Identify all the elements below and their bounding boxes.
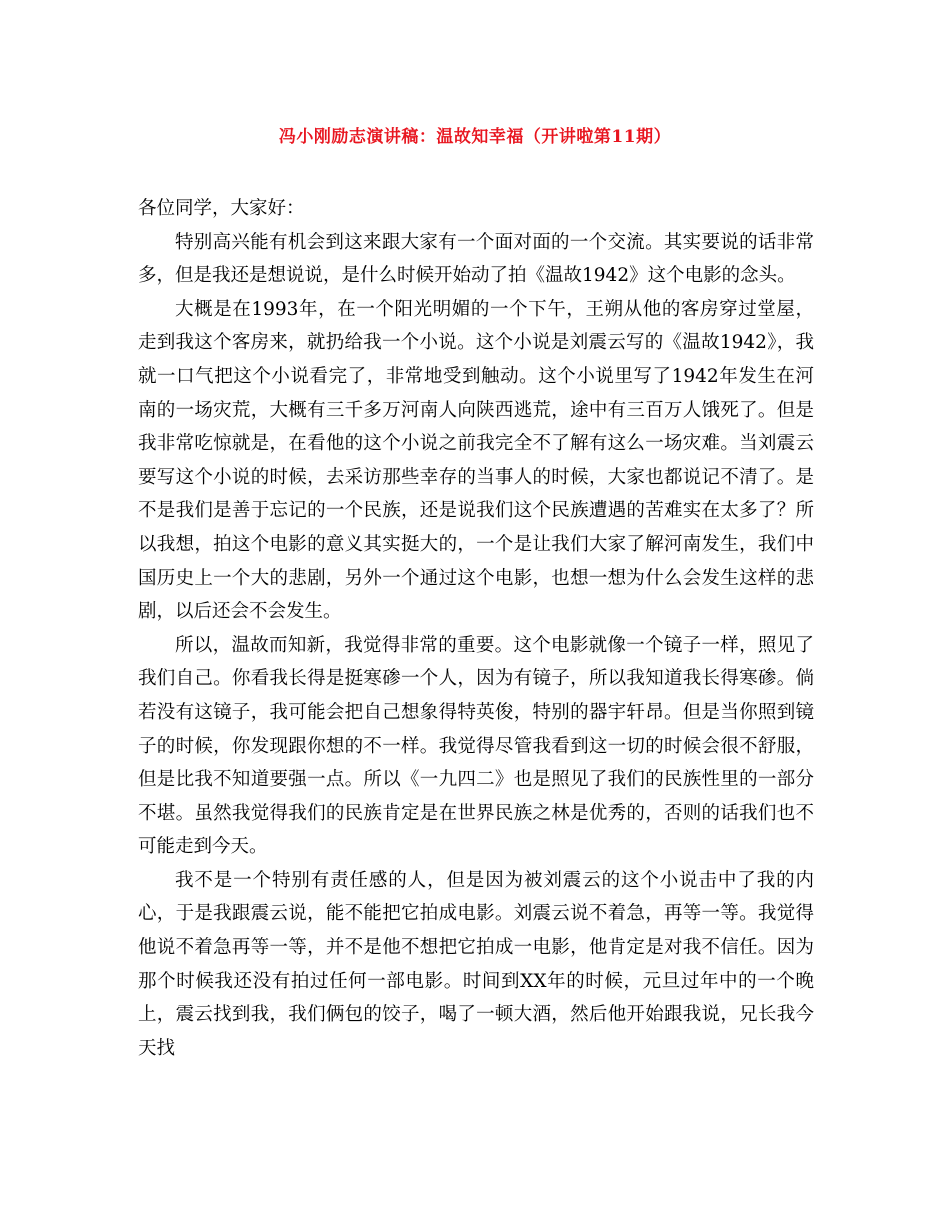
paragraph: 特别高兴能有机会到这来跟大家有一个面对面的一个交流。其实要说的话非常多，但是我还是想说说，是什么时候开始动了拍《温故1942》这个电影的念头。 (138, 231, 814, 287)
paragraph: 所以，温故而知新，我觉得非常的重要。这个电影就像一个镜子一样，照见了我们自己。你看我长得是挺寒碜一个人，因为有镜子，所以我知道我长得寒碜。倘若没有这镜子，我可能会把自己想象得特英俊，特别的器宇轩昂。但是当你照到镜子的时候，你发现跟你想的不一样。我觉得尽管我看到这一切的时候会很不舒服，但是比我不知道要强一点。所以《一九四二》也是照见了我们的民族性里的一部分不堪。虽然我觉得我们的民族肯定是在世界民族之林是优秀的，否则的话我们也不可能走到今天。 (138, 634, 814, 858)
paragraph: 大概是在1993年，在一个阳光明媚的一个下午，王朔从他的客房穿过堂屋，走到我这个客房来，就扔给我一个小说。这个小说是刘震云写的《温故1942》，我就一口气把这个小说看完了，非常地受到触动。这个小说里写了1942年发生在河南的一场灾荒，大概有三千多万河南人向陕西逃荒，途中有三百万人饿死了。但是我非常吃惊就是，在看他的这个小说之前我完全不了解有这么一场灾难。当刘震云要写这个小说的时候，去采访那些幸存的当事人的时候，大家也都说记不清了。是不是我们是善于忘记的一个民族，还是说我们这个民族遭遇的苦难实在太多了？所以我想，拍这个电影的意义其实挺大的，一个是让我们大家了解河南发生，我们中国历史上一个大的悲剧，另外一个通过这个电影，也想一想为什么会发生这样的悲剧，以后还会不会发生。 (138, 298, 814, 623)
document-body (138, 192, 814, 1065)
document-title: 冯小刚励志演讲稿：温故知幸福（开讲啦第11期） (278, 127, 672, 147)
paragraph: 我不是一个特别有责任感的人，但是因为被刘震云的这个小说击中了我的内心，于是我跟震云说，能不能把它拍成电影。刘震云说不着急，再等一等。我觉得他说不着急再等一等，并不是他不想把它拍成一电影，他肯定是对我不信任。因为那个时候我还没有拍过任何一部电影。时间到XX年的时候，元旦过年中的一个晚上，震云找到我，我们俩包的饺子，喝了一顿大酒，然后他开始跟我说，兄长我今天找 (138, 869, 814, 1059)
salutation: 各位同学，大家好： (138, 198, 305, 219)
